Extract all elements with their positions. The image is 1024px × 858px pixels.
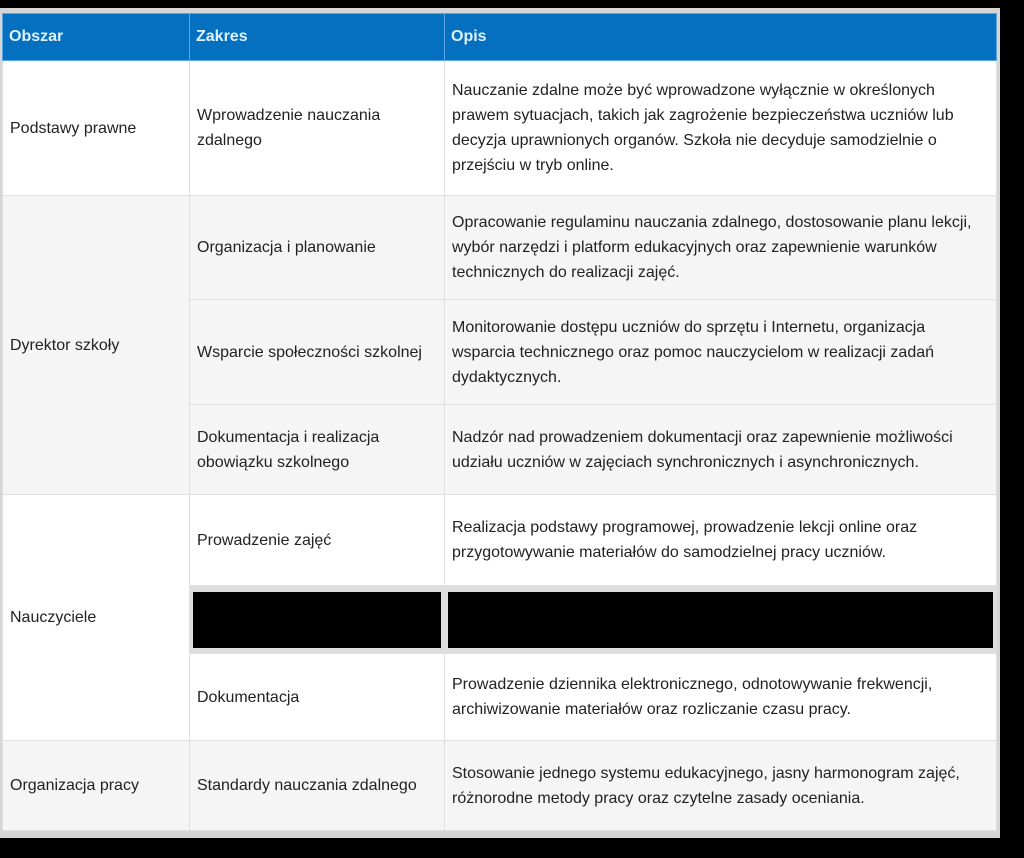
description-cell: Realizacja podstawy programowej, prowadzenie lekcji online oraz przygotowywanie materiałów do samodzielnej pracy uczniów. [445, 495, 997, 586]
scope-cell: Wsparcie społeczności szkolnej [190, 300, 445, 405]
scope-cell: Organizacja i planowanie [190, 196, 445, 300]
redaction-block [448, 592, 993, 648]
scope-cell: Wprowadzenie nauczania zdalnego [190, 61, 445, 196]
scope-cell: Dokumentacja [190, 654, 445, 741]
description-cell: Monitorowanie dostępu uczniów do sprzętu i Internetu, organizacja wsparcia technicznego oraz pomoc nauczycielom w realizacji zadań dydaktycznych. [445, 300, 997, 405]
table-row [3, 495, 997, 586]
description-cell: Nadzór nad prowadzeniem dokumentacji oraz zapewnienie możliwości udziału uczniów w zajęciach synchronicznych i asynchronicznych. [445, 405, 997, 495]
scope-cell: Standardy nauczania zdalnego [190, 741, 445, 831]
table-row [3, 196, 997, 300]
scope-cell: Prowadzenie zajęć [190, 495, 445, 586]
description-cell: Prowadzenie dziennika elektronicznego, odnotowywanie frekwencji, archiwizowanie materiałów oraz rozliczanie czasu pracy. [445, 654, 997, 741]
table-row [3, 61, 997, 196]
description-cell: Stosowanie jednego systemu edukacyjnego, jasny harmonogram zajęć, różnorodne metody pracy oraz czytelne zasady oceniania. [445, 741, 997, 831]
redacted-scope-cell [190, 586, 445, 654]
table-row [3, 741, 997, 831]
remote-teaching-table [2, 13, 997, 831]
area-cell: Podstawy prawne [3, 61, 190, 196]
header-obszar: Obszar [3, 14, 190, 61]
redacted-description-cell [445, 586, 997, 654]
description-cell: Nauczanie zdalne może być wprowadzone wyłącznie w określonych prawem sytuacjach, takich jak zagrożenie bezpieczeństwa uczniów lub decyzja uprawnionych organów. Szkoła nie decyduje samodzielnie o przejściu w tryb online. [445, 61, 997, 196]
scope-cell: Dokumentacja i realizacja obowiązku szkolnego [190, 405, 445, 495]
header-zakres: Zakres [190, 14, 445, 61]
redaction-block [193, 592, 441, 648]
header-opis: Opis [445, 14, 997, 61]
description-cell: Opracowanie regulaminu nauczania zdalnego, dostosowanie planu lekcji, wybór narzędzi i platform edukacyjnych oraz zapewnienie warunków technicznych do realizacji zajęć. [445, 196, 997, 300]
area-cell: Dyrektor szkoły [3, 196, 190, 495]
area-cell: Nauczyciele [3, 495, 190, 741]
area-cell: Organizacja pracy [3, 741, 190, 831]
header-row [3, 14, 997, 61]
